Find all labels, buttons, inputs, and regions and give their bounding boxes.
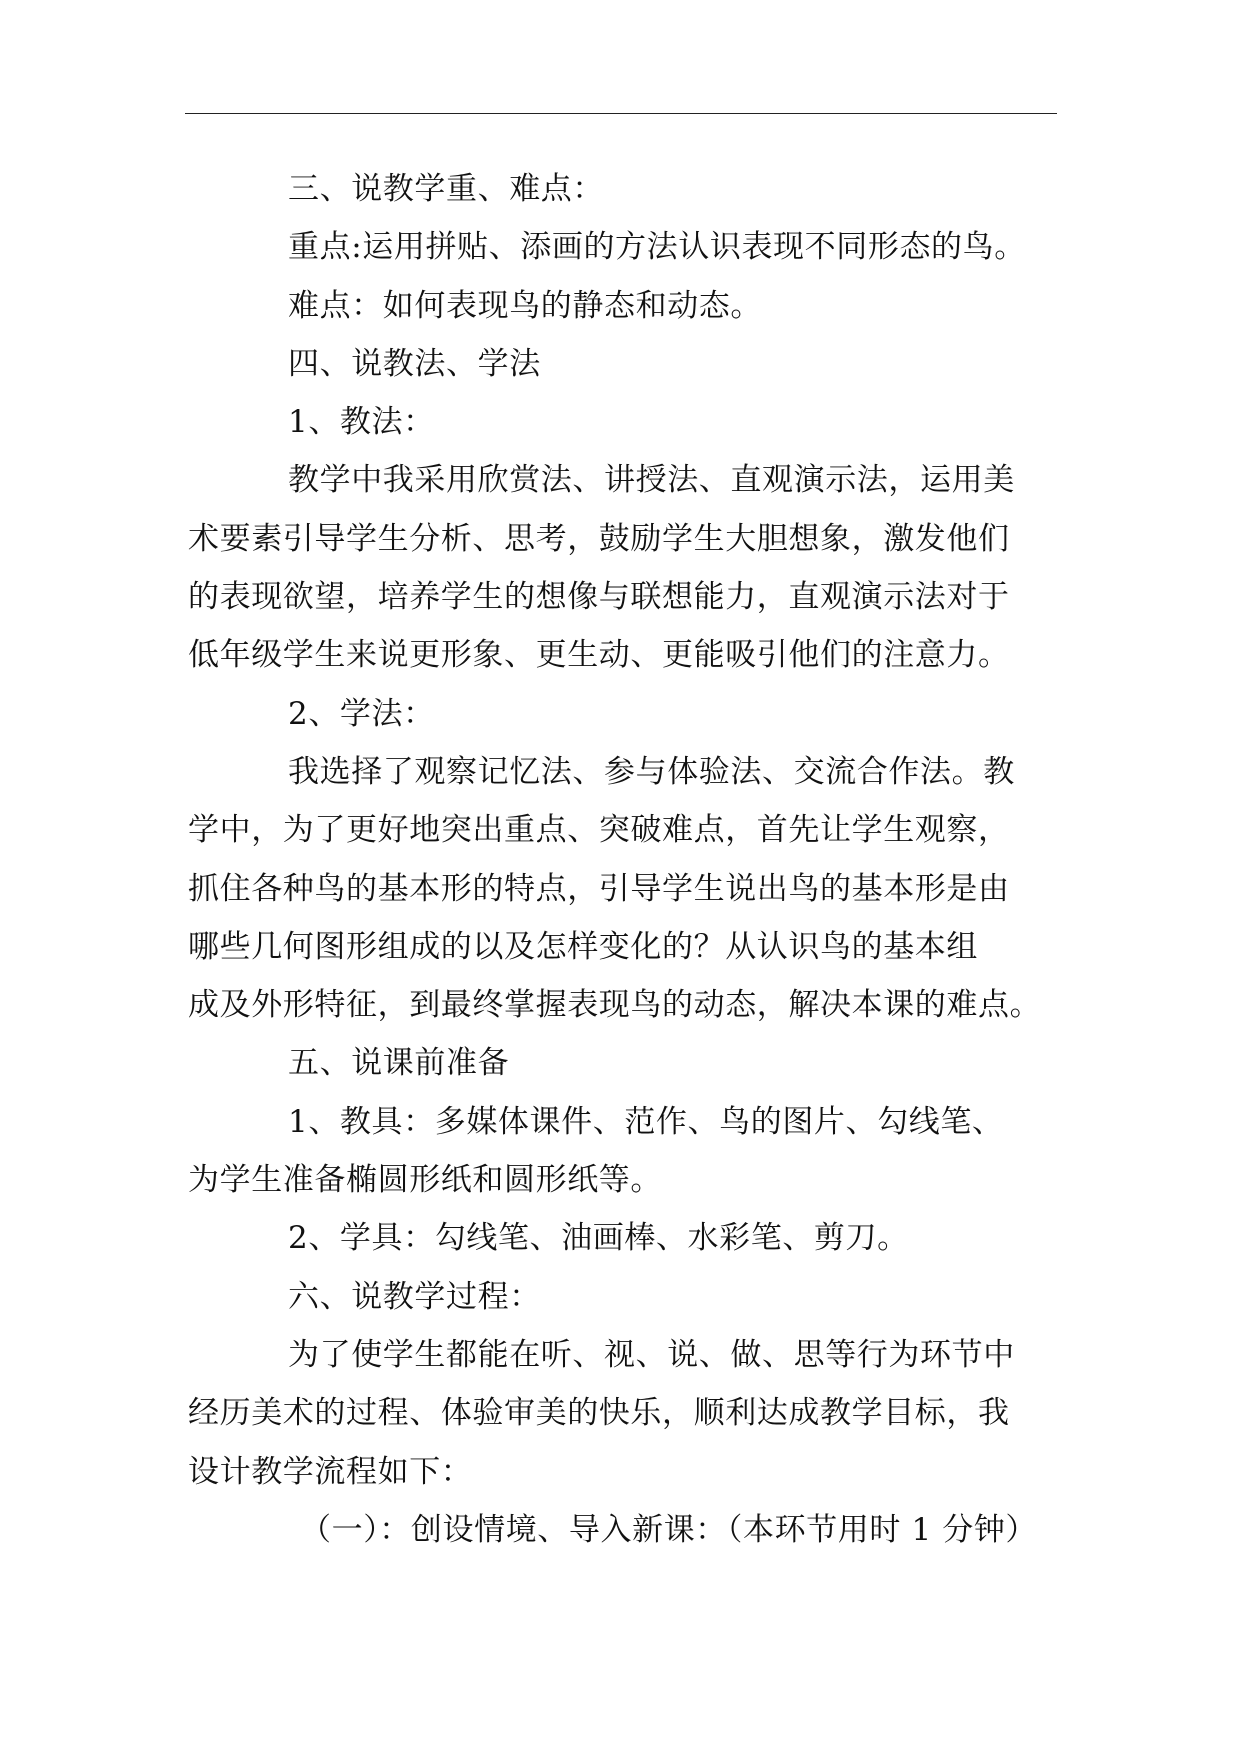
paragraph-line: 2、学具：勾线笔、油画棒、水彩笔、剪刀。 [288,1220,909,1257]
section-heading-methods: 四、说教法、学法 [288,345,541,382]
paragraph-line: 设计教学流程如下： [188,1453,473,1490]
section-heading-key-points: 三、说教学重、难点： [288,171,604,207]
subheading-teaching-method: 1、教法： [288,404,435,441]
paragraph-line: 为了使学生都能在听、视、说、做、思等行为环节中 [288,1336,1015,1373]
paragraph-line: 为学生准备椭圆形纸和圆形纸等。 [188,1162,662,1199]
paragraph-line: 我选择了观察记忆法、参与体验法、交流合作法。教 [288,753,1015,790]
document-body [188,160,1060,1559]
paragraph-line: 哪些几何图形组成的以及怎样变化的？从认识鸟的基本组 [188,928,978,965]
paragraph-line: 教学中我采用欣赏法、讲授法、直观演示法，运用美 [288,462,1015,499]
paragraph-line: 术要素引导学生分析、思考，鼓励学生大胆想象，激发他们 [188,520,1010,557]
paragraph-line: 低年级学生来说更形象、更生动、更能吸引他们的注意力。 [188,637,1010,674]
paragraph-line: 成及外形特征，到最终掌握表现鸟的动态，解决本课的难点。 [188,987,1042,1024]
header-rule [185,113,1057,114]
section-heading-preparation: 五、说课前准备 [288,1045,510,1082]
paragraph-line: 抓住各种鸟的基本形的特点，引导学生说出鸟的基本形是由 [188,870,1010,907]
section-heading-process: 六、说教学过程： [288,1278,541,1315]
paragraph-line: 重点:运用拼贴、添画的方法认识表现不同形态的鸟。 [288,229,1026,266]
subheading-learning-method: 2、学法： [288,695,435,732]
paragraph-line: 1、教具：多媒体课件、范作、鸟的图片、勾线笔、 [288,1103,1004,1140]
paragraph-line: 学中，为了更好地突出重点、突破难点，首先让学生观察， [188,812,1010,849]
subheading-introduction: （一）：创设情境、导入新课：（本环节用时 1 分钟） [300,1511,1038,1548]
paragraph-line: 的表现欲望，培养学生的想像与联想能力，直观演示法对于 [188,579,1010,616]
paragraph-line: 经历美术的过程、体验审美的快乐，顺利达成教学目标，我 [188,1395,1010,1432]
paragraph-line: 难点：如何表现鸟的静态和动态。 [288,287,762,324]
